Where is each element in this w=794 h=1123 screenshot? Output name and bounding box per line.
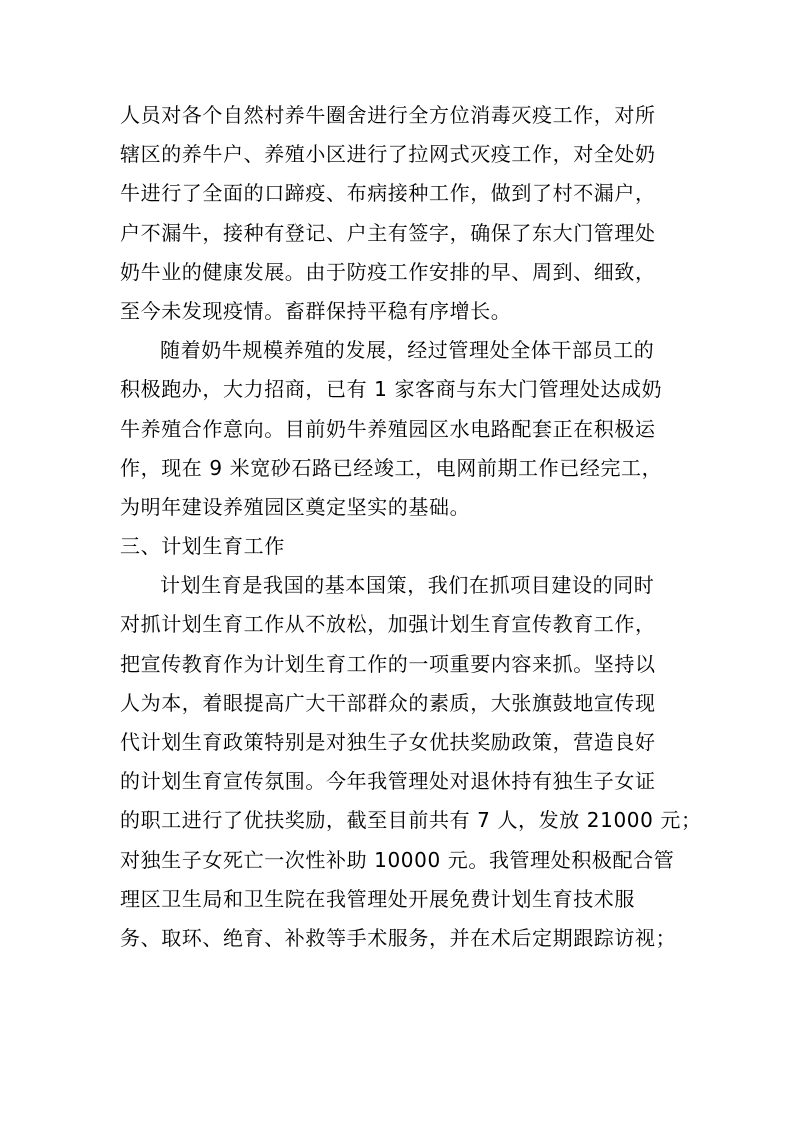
paragraph-line: 理区卫生局和卫生院在我管理处开展免费计划生育技术服 — [120, 886, 635, 911]
paragraph-line: 对抓计划生育工作从不放松，加强计划生育宣传教育工作， — [120, 612, 656, 637]
paragraph-line: 的职工进行了优扶奖励，截至目前共有 7 人，发放 21000 元； — [120, 808, 702, 833]
paragraph-line: 作，现在 9 米宽砂石路已经竣工，电网前期工作已经完工， — [120, 455, 663, 480]
paragraph-line: 人员对各个自然村养牛圈舍进行全方位消毒灭疫工作，对所 — [120, 103, 656, 127]
paragraph-line: 为明年建设养殖园区奠定坚实的基础。 — [120, 494, 471, 519]
paragraph-line: 对独生子女死亡一次性补助 10000 元。我管理处积极配合管 — [120, 847, 675, 872]
paragraph-line: 务、取环、绝育、补救等手术服务，并在术后定期跟踪访视； — [120, 925, 677, 950]
paragraph-line: 代计划生育政策特别是对独生子女优扶奖励政策，营造良好 — [120, 730, 656, 754]
paragraph-line: 牛养殖合作意向。目前奶牛养殖园区水电路配套正在积极运 — [120, 416, 656, 441]
paragraph-line: 积极跑办，大力招商，已有 1 家客商与东大门管理处达成奶 — [120, 377, 663, 402]
section-heading: 三、计划生育工作 — [120, 534, 285, 559]
paragraph-line: 人为本，着眼提高广大干部群众的素质，大张旗鼓地宣传现 — [120, 690, 656, 715]
paragraph-line: 奶牛业的健康发展。由于防疫工作安排的早、周到、细致， — [120, 259, 656, 284]
paragraph-first-line: 随着奶牛规模养殖的发展，经过管理处全体干部员工的 — [160, 338, 655, 363]
paragraph-line: 辖区的养牛户、养殖小区进行了拉网式灭疫工作，对全处奶 — [120, 142, 656, 167]
paragraph-line: 牛进行了全面的口蹄疫、布病接种工作，做到了村不漏户， — [120, 181, 656, 206]
paragraph-line: 的计划生育宣传氛围。今年我管理处对退休持有独生子女证 — [120, 769, 656, 794]
paragraph-line: 户不漏牛，接种有登记、户主有签字，确保了东大门管理处 — [120, 220, 656, 245]
paragraph-line: 把宣传教育作为计划生育工作的一项重要内容来抓。坚持以 — [120, 651, 656, 676]
document-body — [120, 96, 702, 958]
paragraph-line: 至今未发现疫情。畜群保持平稳有序增长。 — [120, 298, 512, 323]
paragraph-first-line: 计划生育是我国的基本国策，我们在抓项目建设的同时 — [160, 573, 655, 598]
